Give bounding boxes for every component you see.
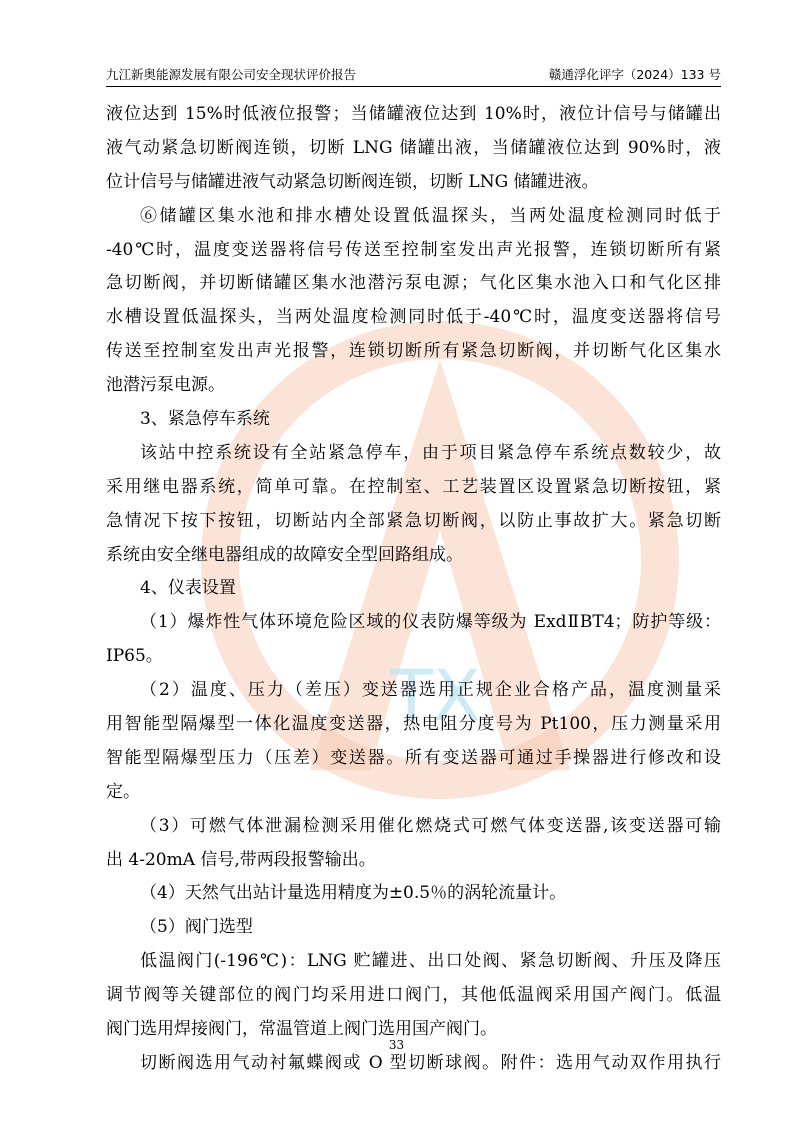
page-header [106, 66, 721, 87]
text-line: 水槽设置低温探头，当两处温度检测同时低于-40℃时，温度变送器将信号 [106, 307, 721, 328]
text-line: IP65。 [106, 646, 163, 667]
text-line: 切断阀选用气动衬氟蝶阀或 O 型切断球阀。附件：选用气动双作用执行 [140, 1052, 721, 1073]
text-line: 传送至控制室发出声光报警，连锁切断所有紧急切断阀，并切断气化区集水 [106, 341, 721, 362]
text-line: （2）温度、压力（差压）变送器选用正规企业合格产品，温度测量采 [140, 680, 721, 701]
text-line: 系统由安全继电器组成的故障安全型回路组成。 [106, 544, 463, 565]
section-heading: 4、仪表设置 [140, 578, 236, 599]
header-document-number: 赣通浮化评字（2024）133 号 [548, 67, 721, 82]
text-line: 该站中控系统设有全站紧急停车，由于项目紧急停车系统点数较少，故 [140, 442, 721, 463]
watermark-center-text: TX [390, 655, 481, 737]
text-line: -40℃时，温度变送器将信号传送至控制室发出声光报警，连锁切断所有紧 [106, 239, 721, 260]
text-line: 定。 [106, 781, 140, 802]
section-heading: （5）阀门选型 [140, 917, 253, 938]
text-line: 液位达到 15%时低液位报警；当储罐液位达到 10%时，液位计信号与储罐出 [106, 104, 721, 124]
text-line: （4）天然气出站计量选用精度为±0.5％的涡轮流量计。 [140, 883, 567, 904]
text-line: 出 4-20mA 信号,带两段报警输出。 [106, 849, 376, 870]
text-line: 阀门选用焊接阀门，常温管道上阀门选用国产阀门。 [106, 1019, 497, 1040]
text-line: （1）爆炸性气体环境危险区域的仪表防爆等级为 ExdⅡBT4；防护等级： [140, 612, 721, 633]
text-line: （3）可燃气体泄漏检测采用催化燃烧式可燃气体变送器,该变送器可输 [140, 815, 721, 836]
text-line: 池潜污泵电源。 [106, 375, 225, 396]
body-text [106, 98, 721, 1081]
text-line: 用智能型隔爆型一体化温度变送器，热电阻分度号为 Pt100，压力测量采用 [106, 714, 721, 735]
text-line: 位计信号与储罐进液气动紧急切断阀连锁，切断 LNG 储罐进液。 [106, 171, 599, 192]
text-line: 智能型隔爆型压力（压差）变送器。所有变送器可通过手操器进行修改和设 [106, 747, 721, 768]
text-line: 采用继电器系统，简单可靠。在控制室、工艺装置区设置紧急切断按钮，紧 [106, 476, 721, 497]
page-number: 33 [388, 1038, 405, 1052]
text-line: 调节阀等关键部位的阀门均采用进口阀门，其他低温阀采用国产阀门。低温 [106, 985, 721, 1006]
text-line: 低温阀门(-196℃)：LNG 贮罐进、出口处阀、紧急切断阀、升压及降压 [140, 951, 721, 972]
section-heading: 3、紧急停车系统 [140, 409, 270, 430]
header-report-title: 九江新奥能源发展有限公司安全现状评价报告 [106, 67, 357, 82]
text-line: 液气动紧急切断阀连锁，切断 LNG 储罐出液，当储罐液位达到 90%时，液 [106, 137, 721, 158]
text-line: 急切断阀，并切断储罐区集水池潜污泵电源；气化区集水池入口和气化区排 [106, 273, 721, 294]
text-line: ⑥储罐区集水池和排水槽处设置低温探头，当两处温度检测同时低于 [140, 205, 721, 226]
text-line: 急情况下按下按钮，切断站内全部紧急切断阀，以防止事故扩大。紧急切断 [106, 510, 721, 531]
